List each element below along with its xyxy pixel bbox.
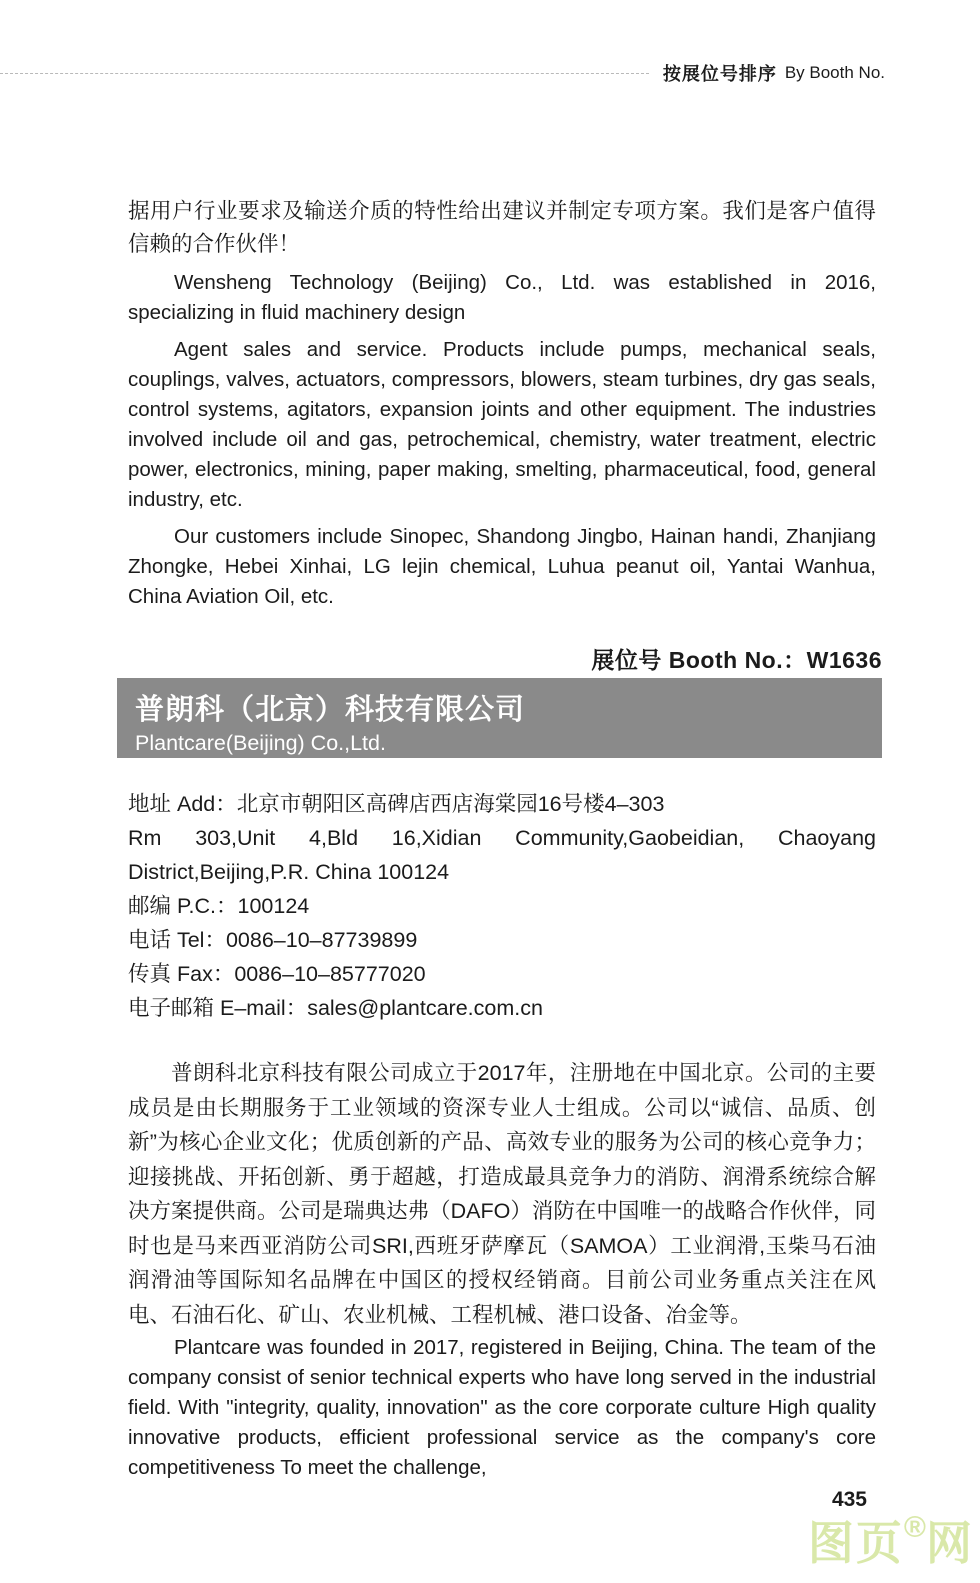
telephone-line: 电话 Tel：0086–10–87739899 <box>128 928 418 952</box>
email-line: 电子邮箱 E–mail：sales@plantcare.com.cn <box>128 996 543 1020</box>
sort-label-en: By Booth No. <box>784 63 885 82</box>
postcode-line: 邮编 P.C.：100124 <box>128 894 310 918</box>
page-header <box>0 60 980 86</box>
prev-company-en-paragraph-3: Our customers include Sinopec, Shandong Jingbo, Hainan handi, Zhanjiang Zhongke, Hebei Xinhai, LG lejin chemical, Luhua peanut oil, Yantai Wanhua, China Aviation Oil, etc. <box>128 525 876 608</box>
watermark-text-right: 网 <box>926 1517 974 1569</box>
address-zh: 地址 Add：北京市朝阳区高碑店西店海棠园16号楼4–303 <box>128 792 665 816</box>
company-name-zh: 普朗科（北京）科技有限公司 <box>135 694 526 726</box>
address-en-line2: District,Beijing,P.R. China 100124 <box>128 860 450 884</box>
address-en-line1: Rm 303,Unit 4,Bld 16,Xidian Community,Gaobeidian, Chaoyang <box>128 826 876 850</box>
sort-label-zh: 按展位号排序 <box>662 64 777 84</box>
fax-line: 传真 Fax：0086–10–85777020 <box>128 962 426 986</box>
header-dotted-rule <box>0 73 649 74</box>
prev-company-zh-paragraph: 据用户行业要求及输送介质的特性给出建议并制定专项方案。我们是客户值得信赖的合作伙伴！ <box>128 199 876 256</box>
company-description-zh: 普朗科北京科技有限公司成立于2017年，注册地在中国北京。公司的主要成员是由长期服务于工业领域的资深专业人士组成。公司以“诚信、品质、创新”为核心企业文化；优质创新的产品、高效专业的服务为公司的核心竞争力；迎接挑战、开拓创新、勇于超越，打造成最具竞争力的消防、润滑系统综合解决方案提供商。公司是瑞典达弗（DAFO）消防在中国唯一的战略合作伙伴，同时也是马来西亚消防公司SRI,西班牙萨摩瓦（SAMOA）工业润滑,玉柴马石油润滑油等国际知名品牌在中国区的授权经销商。目前公司业务重点关注在风电、石油石化、矿山、农业机械、工程机械、港口设备、冶金等。 <box>128 1061 876 1327</box>
registered-trademark-icon: ® <box>903 1511 926 1544</box>
company-description-en: Plantcare was founded in 2017, registered in Beijing, China. The team of the company consist of senior technical experts who have long served in the industrial field. With "integrity, quality, innovation" as the core corporate culture High quality innovative products, efficient professional service as the company's core competitiveness To meet the challenge, <box>128 1336 876 1479</box>
watermark-logo <box>807 1511 974 1569</box>
page-number: 435 <box>831 1488 867 1511</box>
contact-block <box>128 787 876 1025</box>
booth-number: 展位号 Booth No.：W1636 <box>591 647 882 673</box>
prev-company-en-paragraph-1: Wensheng Technology (Beijing) Co., Ltd. was established in 2016, specializing in fluid machinery design <box>128 271 876 324</box>
company-banner <box>117 678 882 758</box>
previous-company-description <box>128 195 876 612</box>
company-name-en: Plantcare(Beijing) Co.,Ltd. <box>135 731 386 755</box>
prev-company-en-paragraph-2: Agent sales and service. Products include pumps, mechanical seals, couplings, valves, actuators, compressors, blowers, steam turbines, dry gas seals, control systems, agitators, expansion joints and other equipment. The industries involved include oil and gas, petrochemical, chemistry, water treatment, electric power, electronics, mining, paper making, smelting, pharmaceutical, food, general industry, etc. <box>128 338 876 511</box>
watermark-text-left: 图页 <box>807 1517 904 1569</box>
